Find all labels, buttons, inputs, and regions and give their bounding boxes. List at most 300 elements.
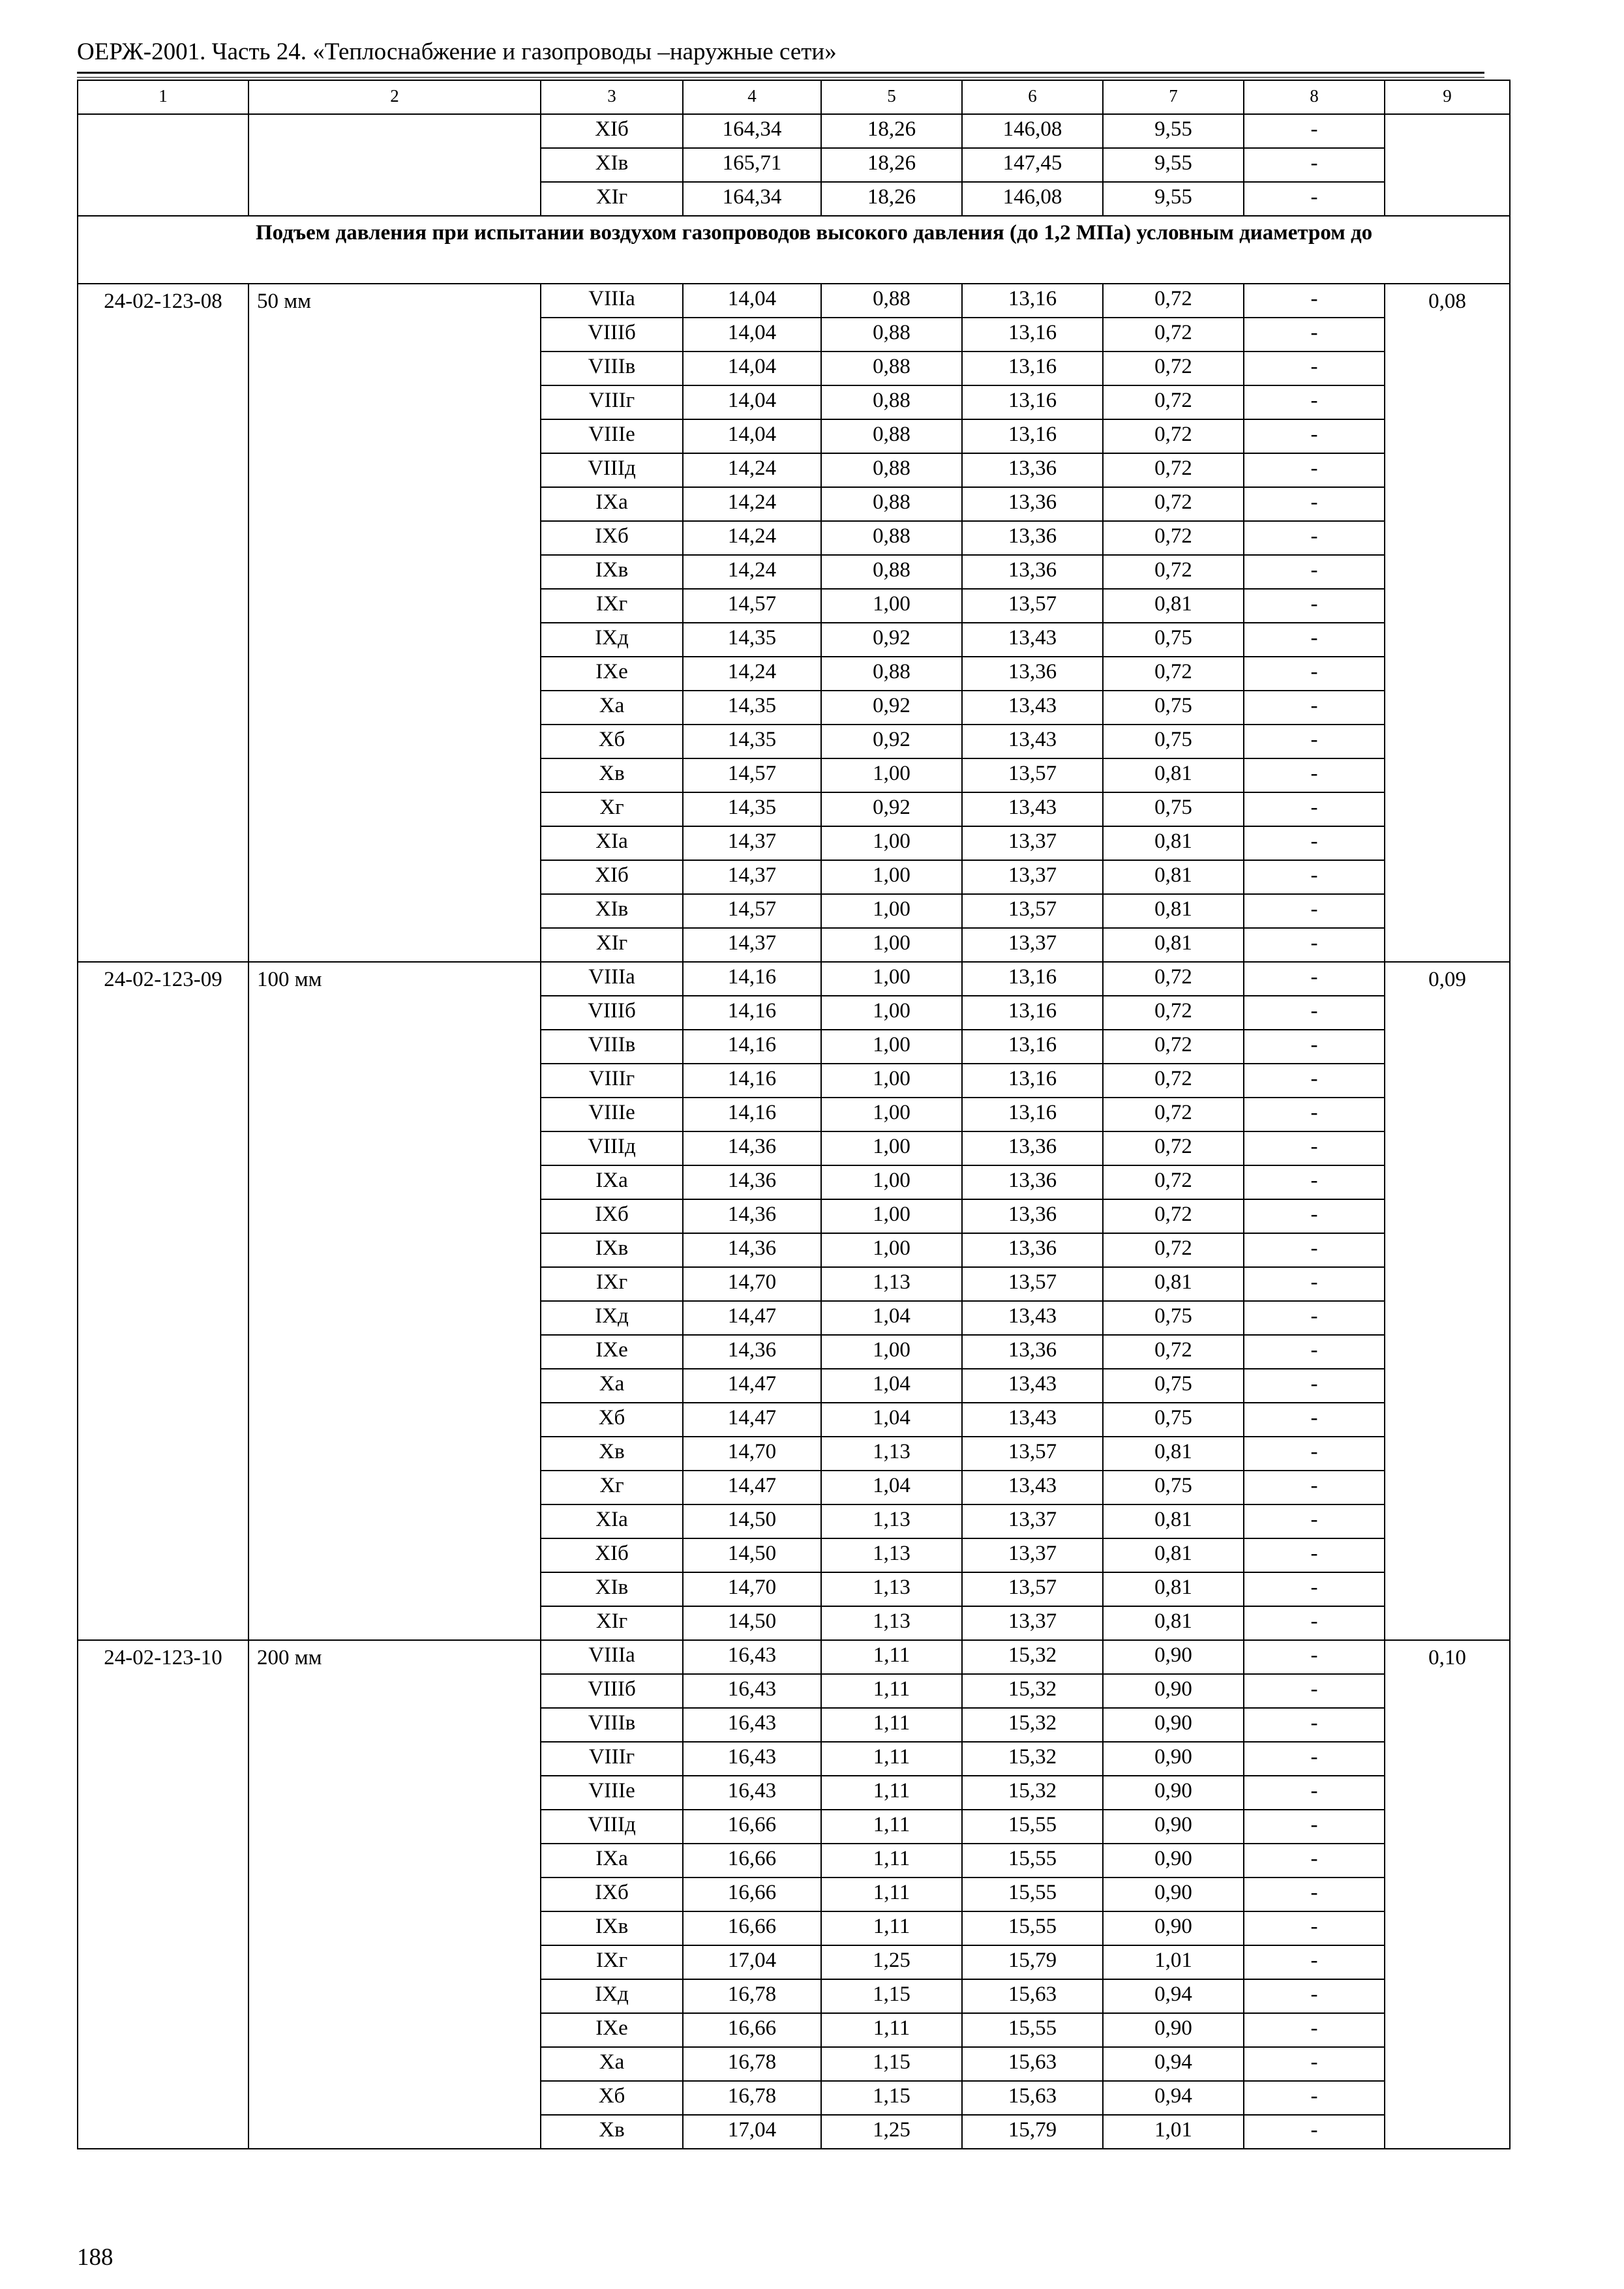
table-cell: 0,81 [1103, 928, 1244, 962]
table-cell: 0,88 [821, 385, 962, 419]
table-cell: 13,36 [962, 1165, 1103, 1199]
table-row [78, 962, 1510, 996]
table-cell: 0,88 [821, 419, 962, 453]
table-cell: 14,57 [683, 589, 821, 623]
table-cell: 1,11 [821, 1911, 962, 1945]
table-cell: 14,36 [683, 1165, 821, 1199]
table-cell: 14,16 [683, 1064, 821, 1098]
table-cell: 13,16 [962, 1030, 1103, 1064]
table-cell: IXв [541, 1911, 683, 1945]
table-cell: 1,00 [821, 996, 962, 1030]
column-number: 3 [541, 80, 683, 114]
table-cell: 0,72 [1103, 962, 1244, 996]
table-cell: 13,36 [962, 521, 1103, 555]
table-cell: Xа [541, 691, 683, 725]
table-row [78, 1640, 1510, 1674]
table-cell: - [1244, 1810, 1385, 1844]
table-cell: - [1244, 691, 1385, 725]
table-cell: - [1244, 1776, 1385, 1810]
table-cell: 15,63 [962, 2081, 1103, 2115]
table-cell: 14,04 [683, 352, 821, 385]
table-cell: 9,55 [1103, 182, 1244, 216]
table-cell: 0,90 [1103, 2013, 1244, 2047]
table-cell: - [1244, 1844, 1385, 1878]
table-cell: 1,00 [821, 928, 962, 962]
table-cell: - [1244, 1267, 1385, 1301]
table-cell: 0,72 [1103, 1335, 1244, 1369]
table-cell: 0,92 [821, 792, 962, 826]
table-cell: 147,45 [962, 148, 1103, 182]
table-cell: 0,81 [1103, 758, 1244, 792]
column-number: 1 [78, 80, 248, 114]
table-cell: VIIIа [541, 284, 683, 318]
table-cell: VIIIд [541, 1810, 683, 1844]
table-cell: - [1244, 1335, 1385, 1369]
table-cell: - [1244, 792, 1385, 826]
table-cell: 14,50 [683, 1538, 821, 1572]
column-number-row [78, 80, 1510, 114]
table-cell: - [1244, 725, 1385, 758]
table-cell: IXа [541, 1165, 683, 1199]
table-cell: 13,57 [962, 758, 1103, 792]
table-cell: 15,55 [962, 2013, 1103, 2047]
table-cell: 14,35 [683, 691, 821, 725]
table-cell: 0,75 [1103, 691, 1244, 725]
table-cell: 13,37 [962, 1504, 1103, 1538]
table-cell: 0,81 [1103, 1538, 1244, 1572]
table-cell: 164,34 [683, 182, 821, 216]
table-cell: 16,43 [683, 1708, 821, 1742]
table-cell: VIIIв [541, 1708, 683, 1742]
table-cell: 16,66 [683, 1844, 821, 1878]
table-cell: 1,11 [821, 1674, 962, 1708]
rate-name: 50 мм [248, 284, 541, 962]
column-number: 7 [1103, 80, 1244, 114]
table-cell: 18,26 [821, 182, 962, 216]
table-cell: - [1244, 860, 1385, 894]
table-cell: 13,16 [962, 352, 1103, 385]
table-cell: Xб [541, 725, 683, 758]
table-cell: 0,94 [1103, 2047, 1244, 2081]
table-cell: 0,75 [1103, 1471, 1244, 1504]
table-cell: 14,50 [683, 1606, 821, 1640]
table-cell: 13,57 [962, 1267, 1103, 1301]
table-cell: 16,43 [683, 1674, 821, 1708]
continuation-col9-cell [1385, 114, 1510, 216]
table-cell: 14,47 [683, 1369, 821, 1403]
table-cell: 14,24 [683, 555, 821, 589]
table-cell: 1,00 [821, 758, 962, 792]
table-cell: IXг [541, 1267, 683, 1301]
table-cell: - [1244, 1742, 1385, 1776]
table-cell: 14,70 [683, 1267, 821, 1301]
table-cell: - [1244, 1369, 1385, 1403]
table-cell: Xв [541, 758, 683, 792]
header-rule-thin [77, 77, 1484, 78]
table-cell: IXв [541, 1233, 683, 1267]
table-cell: - [1244, 928, 1385, 962]
table-cell: - [1244, 1606, 1385, 1640]
table-cell: 0,72 [1103, 996, 1244, 1030]
table-cell: XIб [541, 114, 683, 148]
table-cell: 14,36 [683, 1131, 821, 1165]
table-cell: 0,90 [1103, 1742, 1244, 1776]
section-row [78, 216, 1510, 284]
table-cell: 13,36 [962, 555, 1103, 589]
table-cell: 1,04 [821, 1369, 962, 1403]
table-cell: 9,55 [1103, 114, 1244, 148]
table-cell: - [1244, 182, 1385, 216]
table-row [78, 114, 1510, 148]
table-cell: 14,04 [683, 419, 821, 453]
table-cell: IXе [541, 2013, 683, 2047]
table-cell: 15,32 [962, 1640, 1103, 1674]
table-cell: - [1244, 1674, 1385, 1708]
table-cell: - [1244, 1538, 1385, 1572]
table-cell: IXе [541, 657, 683, 691]
table-body [78, 80, 1510, 2149]
table-cell: 13,43 [962, 691, 1103, 725]
table-cell: - [1244, 1708, 1385, 1742]
table-cell: 0,72 [1103, 1098, 1244, 1131]
table-cell: 9,55 [1103, 148, 1244, 182]
table-cell: 14,24 [683, 657, 821, 691]
table-cell: - [1244, 962, 1385, 996]
table-cell: 0,72 [1103, 352, 1244, 385]
column-number: 5 [821, 80, 962, 114]
table-cell: 14,16 [683, 996, 821, 1030]
table-cell: - [1244, 589, 1385, 623]
table-cell: 13,36 [962, 1131, 1103, 1165]
table-cell: 0,72 [1103, 1199, 1244, 1233]
table-cell: 164,34 [683, 114, 821, 148]
rate-code: 24-02-123-09 [78, 962, 248, 1640]
table-cell: 0,72 [1103, 419, 1244, 453]
table-cell: Xг [541, 1471, 683, 1504]
table-cell: 0,90 [1103, 1878, 1244, 1911]
table-cell: 0,72 [1103, 453, 1244, 487]
table-cell: 0,90 [1103, 1776, 1244, 1810]
table-cell: 15,32 [962, 1742, 1103, 1776]
table-cell: XIа [541, 826, 683, 860]
table-cell: 13,43 [962, 623, 1103, 657]
table-cell: 15,79 [962, 2115, 1103, 2149]
table-cell: 14,37 [683, 860, 821, 894]
table-cell: - [1244, 894, 1385, 928]
table-cell: IXд [541, 1979, 683, 2013]
table-cell: Xв [541, 1437, 683, 1471]
table-cell: 14,36 [683, 1233, 821, 1267]
table-cell: 0,88 [821, 487, 962, 521]
table-cell: 1,11 [821, 1844, 962, 1878]
table-cell: 0,90 [1103, 1674, 1244, 1708]
table-cell: 15,55 [962, 1878, 1103, 1911]
table-cell: 13,43 [962, 1369, 1103, 1403]
table-cell: 0,81 [1103, 894, 1244, 928]
table-cell: 0,88 [821, 453, 962, 487]
table-cell: 14,04 [683, 385, 821, 419]
table-cell: 14,35 [683, 725, 821, 758]
table-cell: 146,08 [962, 114, 1103, 148]
table-cell: - [1244, 487, 1385, 521]
table-cell: 16,66 [683, 1878, 821, 1911]
continuation-name-cell [248, 114, 541, 216]
table-cell: 14,16 [683, 962, 821, 996]
table-cell: VIIIе [541, 1776, 683, 1810]
table-cell: IXд [541, 623, 683, 657]
table-cell: 13,36 [962, 453, 1103, 487]
table-cell: XIв [541, 148, 683, 182]
table-cell: 14,04 [683, 318, 821, 352]
continuation-code-cell [78, 114, 248, 216]
table-cell: 13,16 [962, 385, 1103, 419]
table-cell: - [1244, 352, 1385, 385]
table-cell: 0,92 [821, 691, 962, 725]
table-cell: - [1244, 1403, 1385, 1437]
header-title: ОЕРЖ-2001. Часть 24. «Теплоснабжение и газопроводы –наружные сети» [77, 38, 837, 65]
table-cell: 1,00 [821, 860, 962, 894]
table-cell: Xг [541, 792, 683, 826]
table-cell: 13,57 [962, 1437, 1103, 1471]
table-cell: XIб [541, 1538, 683, 1572]
table-cell: VIIIг [541, 1742, 683, 1776]
table-cell: 14,37 [683, 928, 821, 962]
table-cell: 1,04 [821, 1471, 962, 1504]
table-cell: 18,26 [821, 148, 962, 182]
table-cell: 13,16 [962, 284, 1103, 318]
table-cell: VIIIд [541, 1131, 683, 1165]
table-cell: 13,36 [962, 1335, 1103, 1369]
table-cell: 13,43 [962, 1471, 1103, 1504]
table-cell: 14,36 [683, 1199, 821, 1233]
table-cell: 0,75 [1103, 623, 1244, 657]
table-cell: - [1244, 996, 1385, 1030]
table-cell: 1,00 [821, 1233, 962, 1267]
table-cell: IXб [541, 1878, 683, 1911]
table-cell: 13,36 [962, 1199, 1103, 1233]
table-cell: IXв [541, 555, 683, 589]
table-cell: 0,88 [821, 657, 962, 691]
table-cell: 0,72 [1103, 657, 1244, 691]
table-cell: 17,04 [683, 2115, 821, 2149]
table-cell: 1,00 [821, 1335, 962, 1369]
table-cell: XIг [541, 1606, 683, 1640]
table-cell: 1,11 [821, 2013, 962, 2047]
table-cell: 0,72 [1103, 555, 1244, 589]
table-cell: 0,72 [1103, 318, 1244, 352]
table-cell: 1,15 [821, 2081, 962, 2115]
table-cell: 13,16 [962, 318, 1103, 352]
table-cell: 1,00 [821, 962, 962, 996]
rates-table [77, 80, 1511, 2149]
table-cell: - [1244, 284, 1385, 318]
table-cell: - [1244, 2047, 1385, 2081]
table-cell: 13,36 [962, 1233, 1103, 1267]
table-cell: 1,00 [821, 894, 962, 928]
table-cell: Xа [541, 1369, 683, 1403]
table-cell: 0,75 [1103, 1369, 1244, 1403]
table-cell: 0,81 [1103, 1572, 1244, 1606]
table-cell: 1,01 [1103, 2115, 1244, 2149]
table-cell: 15,63 [962, 1979, 1103, 2013]
table-cell: 15,55 [962, 1844, 1103, 1878]
column-number: 6 [962, 80, 1103, 114]
table-cell: 1,00 [821, 589, 962, 623]
table-cell: 14,16 [683, 1030, 821, 1064]
table-cell: 15,55 [962, 1810, 1103, 1844]
table-cell: - [1244, 1471, 1385, 1504]
table-cell: 13,57 [962, 894, 1103, 928]
table-cell: - [1244, 1572, 1385, 1606]
table-cell: 13,57 [962, 1572, 1103, 1606]
rate-name: 200 мм [248, 1640, 541, 2149]
table-cell: Xа [541, 2047, 683, 2081]
table-cell: 15,32 [962, 1776, 1103, 1810]
table-cell: 0,88 [821, 318, 962, 352]
table-cell: Xб [541, 2081, 683, 2115]
table-cell: 1,00 [821, 1131, 962, 1165]
table-cell: - [1244, 1098, 1385, 1131]
table-cell: 16,66 [683, 1810, 821, 1844]
table-cell: 0,72 [1103, 1233, 1244, 1267]
table-cell: VIIIа [541, 1640, 683, 1674]
table-cell: 14,50 [683, 1504, 821, 1538]
page-header [77, 38, 1484, 67]
table-cell: 13,43 [962, 792, 1103, 826]
table-cell: IXб [541, 521, 683, 555]
table-row [78, 284, 1510, 318]
table-cell: 1,00 [821, 1064, 962, 1098]
table-cell: 0,81 [1103, 1267, 1244, 1301]
table-cell: VIIIе [541, 1098, 683, 1131]
table-cell: IXб [541, 1199, 683, 1233]
table-cell: 13,43 [962, 1403, 1103, 1437]
table-cell: - [1244, 826, 1385, 860]
table-cell: 1,11 [821, 1640, 962, 1674]
rate-code: 24-02-123-10 [78, 1640, 248, 2149]
table-cell: - [1244, 1233, 1385, 1267]
table-cell: IXа [541, 487, 683, 521]
table-cell: 0,72 [1103, 1064, 1244, 1098]
table-cell: 14,70 [683, 1572, 821, 1606]
table-cell: - [1244, 453, 1385, 487]
table-cell: - [1244, 385, 1385, 419]
table-cell: 0,94 [1103, 2081, 1244, 2115]
table-cell: 1,25 [821, 1945, 962, 1979]
table-cell: - [1244, 1945, 1385, 1979]
table-cell: 0,90 [1103, 1708, 1244, 1742]
table-cell: 18,26 [821, 114, 962, 148]
table-cell: VIIIб [541, 1674, 683, 1708]
table-cell: 1,13 [821, 1538, 962, 1572]
table-cell: 1,13 [821, 1267, 962, 1301]
table-cell: 0,94 [1103, 1979, 1244, 2013]
table-cell: 16,43 [683, 1640, 821, 1674]
table-cell: 14,24 [683, 521, 821, 555]
table-cell: 14,47 [683, 1301, 821, 1335]
table-cell: 0,88 [821, 284, 962, 318]
table-cell: 14,24 [683, 487, 821, 521]
table-cell: 1,04 [821, 1403, 962, 1437]
page-number: 188 [77, 2244, 113, 2271]
table-cell: 1,11 [821, 1708, 962, 1742]
table-cell: 0,81 [1103, 1504, 1244, 1538]
table-cell: - [1244, 1199, 1385, 1233]
table-cell: - [1244, 114, 1385, 148]
table-cell: 1,00 [821, 826, 962, 860]
table-cell: 14,57 [683, 894, 821, 928]
column-number: 9 [1385, 80, 1510, 114]
table-cell: 16,78 [683, 1979, 821, 2013]
table-cell: 14,35 [683, 792, 821, 826]
table-cell: - [1244, 2115, 1385, 2149]
table-cell: 13,16 [962, 962, 1103, 996]
rate-col9: 0,09 [1385, 962, 1510, 1640]
table-cell: VIIIг [541, 385, 683, 419]
table-cell: XIв [541, 894, 683, 928]
table-cell: VIIIг [541, 1064, 683, 1098]
table-cell: 0,90 [1103, 1810, 1244, 1844]
table-cell: - [1244, 1301, 1385, 1335]
table-cell: VIIIб [541, 318, 683, 352]
table-cell: - [1244, 657, 1385, 691]
table-cell: - [1244, 521, 1385, 555]
table-cell: 1,15 [821, 2047, 962, 2081]
table-cell: 0,72 [1103, 1030, 1244, 1064]
table-cell: IXе [541, 1335, 683, 1369]
rate-col9: 0,08 [1385, 284, 1510, 962]
table-cell: 165,71 [683, 148, 821, 182]
table-cell: 13,57 [962, 589, 1103, 623]
table-cell: 0,90 [1103, 1844, 1244, 1878]
table-cell: 13,43 [962, 725, 1103, 758]
table-cell: 14,47 [683, 1471, 821, 1504]
table-cell: 1,11 [821, 1776, 962, 1810]
table-cell: - [1244, 419, 1385, 453]
table-cell: - [1244, 1064, 1385, 1098]
table-cell: 16,78 [683, 2081, 821, 2115]
table-cell: - [1244, 2081, 1385, 2115]
section-title: Подъем давления при испытании воздухом газопроводов высокого давления (до 1,2 МПа) условным диаметром до [78, 216, 1510, 284]
table-cell: - [1244, 148, 1385, 182]
table-cell: 0,75 [1103, 792, 1244, 826]
table-cell: 16,78 [683, 2047, 821, 2081]
table-cell: 13,37 [962, 860, 1103, 894]
table-cell: XIг [541, 928, 683, 962]
table-cell: 13,16 [962, 1098, 1103, 1131]
table-cell: 15,63 [962, 2047, 1103, 2081]
table-cell: 1,04 [821, 1301, 962, 1335]
table-cell: 1,00 [821, 1030, 962, 1064]
table-cell: - [1244, 1979, 1385, 2013]
table-cell: VIIIв [541, 1030, 683, 1064]
table-cell: VIIIд [541, 453, 683, 487]
table-cell: 15,32 [962, 1708, 1103, 1742]
table-cell: 14,47 [683, 1403, 821, 1437]
table-cell: 16,43 [683, 1776, 821, 1810]
table-cell: 0,92 [821, 725, 962, 758]
table-cell: - [1244, 623, 1385, 657]
table-cell: 0,72 [1103, 385, 1244, 419]
header-rule [77, 72, 1484, 74]
table-cell: - [1244, 2013, 1385, 2047]
table-cell: - [1244, 1131, 1385, 1165]
table-cell: VIIIб [541, 996, 683, 1030]
table-cell: 1,25 [821, 2115, 962, 2149]
table-cell: - [1244, 1878, 1385, 1911]
table-cell: 14,37 [683, 826, 821, 860]
table-cell: 13,37 [962, 1606, 1103, 1640]
